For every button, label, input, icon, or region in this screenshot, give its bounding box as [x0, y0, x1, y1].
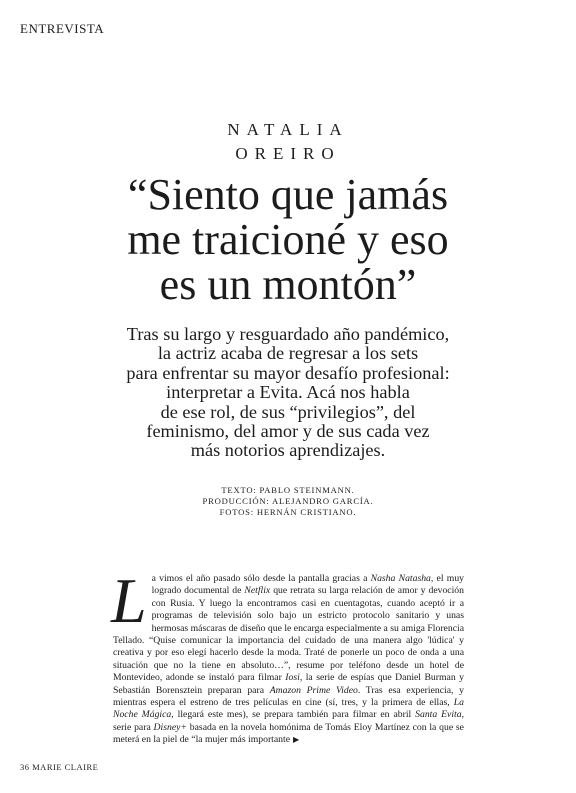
- body-text: que retrata su larga relación de amor y devoción con Rusia. Y luego la encontramos casi en cuentagotas, cuando aceptó ir a programas de televisión solo bajo un estricto protocolo sanitario y unas hermosas máscaras de diseño que le encarga especialmente a su amiga Florencia Tellado. “Quise comunicar la importancia del cuidado de una manera algo 'lúdica' y creativa y por eso elegí hacerlo desde la moda. Traté de ponerle un poco de onda a una situación que no la tiene en absoluto…”, resume por teléfono desde un hotel de Montevideo, adonde se instaló para filmar: [113, 585, 464, 684]
- play-triangle-icon: ▶: [293, 735, 300, 745]
- subject-name-first: NATALIA: [227, 120, 349, 139]
- headline-line: es un montón”: [159, 260, 417, 309]
- title-italic: Nasha Natasha: [370, 573, 431, 584]
- page-folio: 36 MARIE CLAIRE: [20, 762, 99, 772]
- dek-line: de ese rol, de sus “privilegios”, del: [160, 401, 416, 422]
- article-body: [111, 565, 465, 747]
- section-label: ENTREVISTA: [20, 21, 105, 36]
- credit-text: TEXTO: PABLO STEINMANN.: [221, 485, 355, 495]
- dek-line: la actriz acaba de regresar a los sets: [157, 343, 419, 364]
- body-text: , el muy logrado documental de: [151, 573, 465, 597]
- dek: [60, 325, 516, 461]
- headline: [40, 172, 536, 307]
- headline-line: “Siento que jamás: [127, 170, 449, 219]
- title-italic: Santa Evita: [415, 709, 462, 721]
- title-italic: Iosi: [285, 672, 300, 684]
- title-italic: Amazon Prime Video: [269, 684, 358, 696]
- credits: [0, 485, 576, 518]
- body-text: a vimos el año pasado sólo desde la pantalla gracias a: [151, 573, 371, 584]
- body-text: . Tras esa experiencia, y mientras espera el estreno de tres películas en cine (sí, tres, y la primera de ellas,: [113, 684, 464, 709]
- subject-name-last: OREIRO: [235, 144, 341, 163]
- body-text: basada en la novela homónima de Tomás Eloy Martínez con la que se meterá en la piel de “la mujer más importante: [113, 721, 464, 746]
- dek-line: feminismo, del amor y de sus cada vez: [146, 421, 430, 442]
- headline-line: me traicioné y eso: [127, 215, 449, 264]
- dek-line: más notorios aprendizajes.: [190, 440, 386, 461]
- dek-line: para enfrentar su mayor desafío profesional:: [126, 362, 450, 383]
- dek-line: Tras su largo y resguardado año pandémico,: [126, 324, 450, 344]
- body-text: , la serie de espías que Daniel Burman y Sebastián Borensztein preparan para: [113, 672, 464, 696]
- drop-cap: L: [111, 565, 147, 636]
- body-text: , serie para: [113, 709, 465, 733]
- title-italic: La Noche Mágica: [113, 697, 464, 721]
- body-text: , llegará este mes), se prepara también para filmar en abril: [171, 709, 416, 721]
- credit-photos: FOTOS: HERNÁN CRISTIANO.: [219, 507, 357, 517]
- body-paragraph: [111, 565, 465, 747]
- credit-production: PRODUCCIÓN: ALEJANDRO GARCÍA.: [202, 496, 374, 506]
- dek-line: interpretar a Evita. Acá nos habla: [166, 382, 410, 403]
- title-italic: Disney+: [153, 721, 187, 733]
- title-italic: Netflix: [244, 585, 271, 597]
